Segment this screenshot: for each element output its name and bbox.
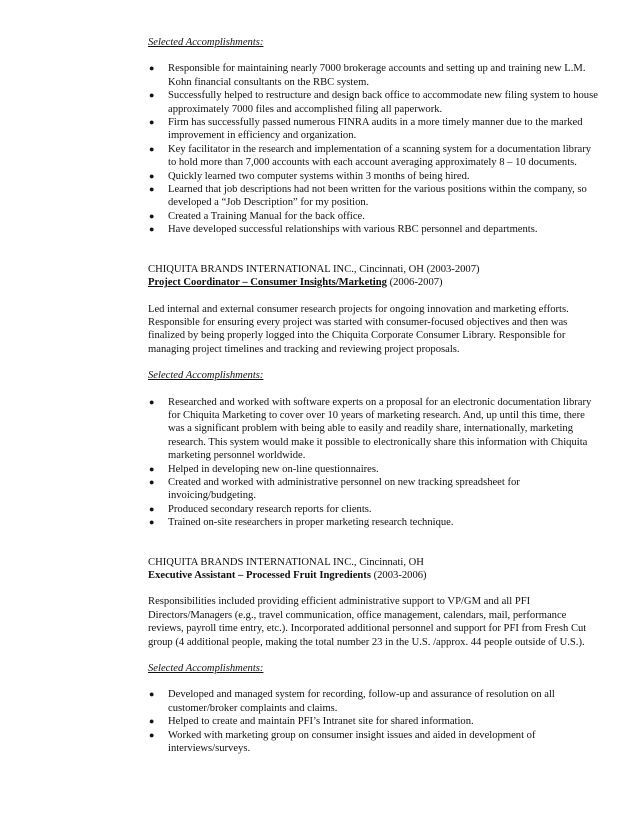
bullet-icon: ● [149, 517, 155, 528]
accomplishments-list [148, 688, 600, 755]
accomplishments-list [148, 62, 600, 236]
list-item: ● Key facilitator in the research and implementation of a scanning system for a documentation library to hold more than 7,000 accounts with each account averaging approximately 8 – 10 documents. [149, 143, 592, 169]
list-item: ● Trained on-site researchers in proper marketing research technique. [149, 517, 454, 529]
bullet-icon: ● [149, 476, 155, 487]
selected-accomplishments-heading: Selected Accomplishments: [148, 37, 264, 48]
job-dates: (2003-2006) [370, 570, 427, 581]
list-item: ● Successfully helped to restructure and design back office to accommodate new filing system to house approximately 7000 files and accomplished filing all paperwork. [149, 90, 598, 115]
bullet-icon: ● [149, 117, 155, 128]
list-item: ● Created a Training Manual for the back office. [149, 210, 365, 222]
list-item: ● Developed and managed system for recording, follow-up and assurance of resolution on all customer/broker complaints and claims. [149, 689, 555, 714]
list-item: ● Have developed successful relationships with various RBC personnel and departments. [149, 224, 538, 236]
job-title-line [148, 569, 600, 582]
bullet-icon: ● [149, 184, 155, 195]
list-item: ● Responsible for maintaining nearly 7000 brokerage accounts and setting up and training new L.M. Kohn financial consultants on the RBC system. [149, 63, 586, 88]
bullet-icon: ● [149, 210, 155, 221]
bullet-icon: ● [149, 224, 155, 235]
list-item: ● Firm has successfully passed numerous FINRA audits in a more timely manner due to the marked improvement in efficiency and organization. [149, 117, 583, 142]
job-dates: (2006-2007) [386, 277, 443, 289]
bullet-icon: ● [149, 689, 155, 700]
job-title: Project Coordinator – Consumer Insights/Marketing [148, 277, 387, 289]
bullet-icon: ● [149, 396, 155, 407]
list-item: ● Produced secondary research reports for clients. [149, 503, 372, 515]
bullet-icon: ● [149, 143, 155, 154]
bullet-icon: ● [149, 90, 155, 101]
list-item: ● Created and worked with administrative personnel on new tracking spreadsheet for invoicing/budgeting. [149, 476, 520, 502]
accomplishments-list [148, 396, 600, 530]
list-item: ● Worked with marketing group on consumer insight issues and aided in development of interviews/surveys. [149, 729, 536, 755]
job-title: Executive Assistant – Processed Fruit Ingredients [148, 570, 371, 581]
page-content [148, 36, 600, 755]
bullet-icon: ● [149, 63, 155, 74]
accomplishments-section [148, 36, 600, 237]
list-item: ● Researched and worked with software experts on a proposal for an electronic documentation library for Chiquita Marketing to cover over 10 years of marketing research. And, up until this time, there was a significant problem with being able to easily and readily share, internationally, marketing research. This system would make it possible to electronically share this information with Chiquita marketing personnel worldwide. [149, 396, 592, 462]
list-item: ● Learned that job descriptions had not been written for the various positions within the company, so developed a “Job Description” for my position. [149, 184, 587, 209]
list-item: ● Helped in developing new on-line questionnaires. [149, 463, 379, 475]
bullet-icon: ● [149, 170, 155, 181]
job-description: Responsibilities included providing efficient administrative support to VP/GM and all PFI Directors/Managers (e.g., travel communication, office management, calendars, mail, performance reviews, payroll time entry, etc.). Incorporated additional personnel and support for PFI from Fresh Cut group (4 additional people, making the total number 23 in the U.S. /approx. 44 people outside of U.S.). [148, 596, 587, 648]
bullet-icon: ● [149, 463, 155, 474]
job-title-line [148, 276, 600, 289]
selected-accomplishments-heading: Selected Accomplishments: [148, 663, 264, 675]
list-item: ● Quickly learned two computer systems within 3 months of being hired. [149, 170, 470, 182]
selected-accomplishments-heading: Selected Accomplishments: [148, 370, 264, 382]
company-line: CHIQUITA BRANDS INTERNATIONAL INC., Cincinnati, OH (2003-2007) [148, 263, 480, 275]
bullet-icon: ● [149, 503, 155, 514]
job-entry [148, 556, 600, 756]
bullet-icon: ● [149, 716, 155, 727]
bullet-icon: ● [149, 729, 155, 740]
job-entry [148, 263, 600, 530]
job-description: Led internal and external consumer research projects for ongoing innovation and marketing efforts. Responsible for ensuring every project was started with consumer-focused objectives and then was finalized by being properly logged into the Chiquita Corporate Consumer Library. Responsible for managing project timelines and tracking and reviewing project proposals. [148, 303, 569, 355]
company-line: CHIQUITA BRANDS INTERNATIONAL INC., Cincinnati, OH [148, 556, 424, 568]
list-item: ● Helped to create and maintain PFI’s Intranet site for shared information. [149, 716, 474, 728]
